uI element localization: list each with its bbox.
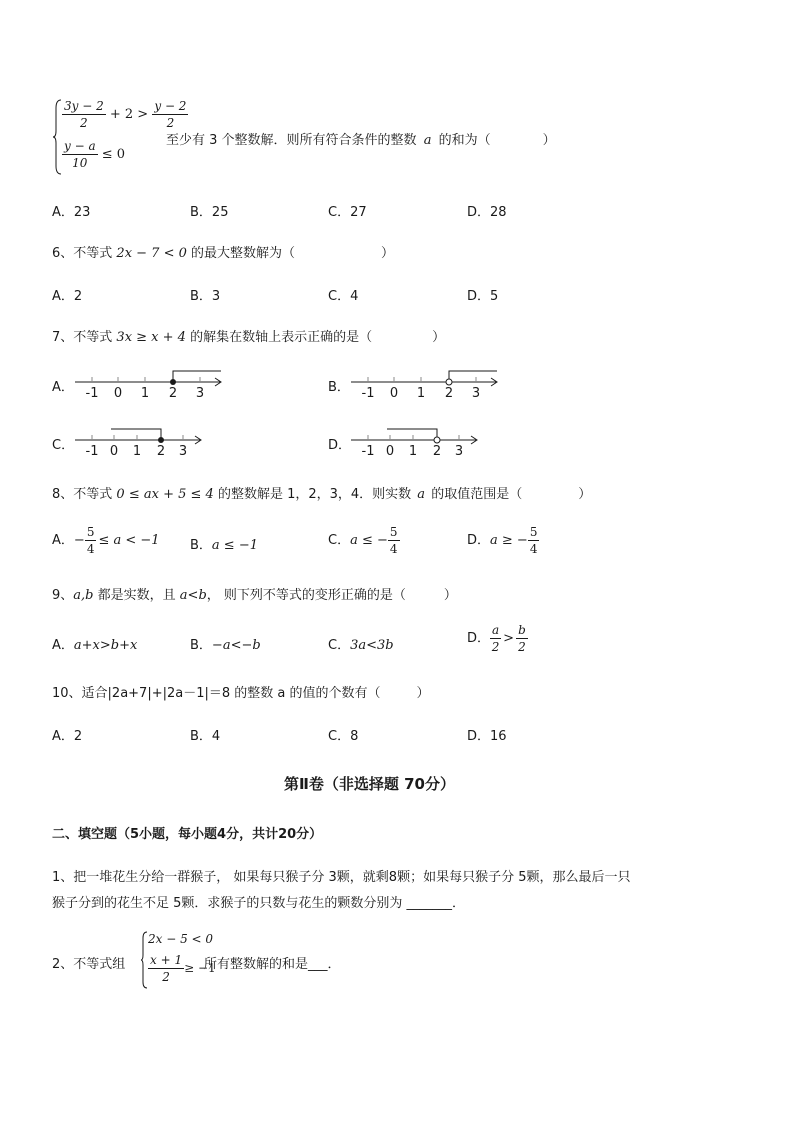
q7-option-d-letter[interactable]: D． [328, 438, 352, 453]
fill-2-ineq-1: 2x − 5 < 0 [148, 932, 214, 946]
q5-brace-icon [52, 98, 62, 176]
q10-option-d[interactable]: D．16 [467, 729, 507, 744]
q5-ineq1-den-right: 2 [166, 116, 175, 130]
q5-ineq2-den: 10 [72, 156, 88, 170]
q7-a-tick-label: 2 [168, 386, 178, 401]
section-2-subtitle: 二、填空题（5小题，每小题4分，共计20分） [52, 827, 323, 842]
q10-option-b[interactable]: B．4 [190, 729, 221, 744]
q7-d-tick-label: 0 [385, 444, 395, 459]
q7-a-filled-dot [170, 379, 176, 385]
q9-question: 9、a,b 都是实数，且 a<b， 则下列不等式的变形正确的是（ ） [52, 588, 457, 603]
q6-question: 6、不等式 2x − 7 < 0 的最大整数解为（ ） [52, 246, 395, 261]
q7-option-a-letter[interactable]: A． [52, 380, 74, 395]
q9-option-a[interactable]: A．a+x>b+x [52, 638, 138, 653]
q5-option-b[interactable]: B．25 [190, 205, 229, 220]
q7-a-tick-label: 1 [140, 386, 150, 401]
q6-option-b[interactable]: B．3 [190, 289, 221, 304]
q8-option-c[interactable]: C．a ≤ − $\frac{5}{4}$ [328, 525, 398, 556]
q7-c-filled-dot [158, 437, 164, 443]
q8-option-a[interactable]: A．− $\frac{5}{4}$ ≤ a < −1 [52, 525, 160, 556]
q7-b-tick-label: -1 [361, 386, 375, 401]
fill-2-ineq-2: $\frac{x + 1}{2}$ ≥ −1 [150, 953, 216, 984]
q10-option-c[interactable]: C．8 [328, 729, 359, 744]
q7-b-tick-label: 2 [444, 386, 454, 401]
q10-option-a[interactable]: A．2 [52, 729, 83, 744]
q10-question: 10、适合|2a+7|+|2a－1|＝8 的整数 a 的值的个数有（ ） [52, 686, 430, 701]
q7-question: 7、不等式 3x ≥ x + 4 的解集在数轴上表示正确的是（ ） [52, 330, 446, 345]
q5-ineq2-rel: ≤ 0 [101, 147, 126, 162]
q7-option-a-number-line[interactable] [75, 366, 225, 402]
q7-option-c-letter[interactable]: C． [52, 438, 75, 453]
q9-option-b[interactable]: B．−a<−b [190, 638, 261, 653]
q5-ineq1-num-right: y − 2 [154, 99, 187, 113]
q8-expression: 0 ≤ ax + 5 ≤ 4 [116, 487, 214, 502]
q7-a-tick-label: -1 [85, 386, 99, 401]
q5-inequality-system [52, 98, 187, 176]
q7-c-tick-label: 0 [109, 444, 119, 459]
q7-d-tick-label: 1 [408, 444, 418, 459]
q8-question: 8、不等式 0 ≤ ax + 5 ≤ 4 的整数解是 1，2，3，4．则实数 a 的取值范围是（ ） [52, 487, 592, 502]
q6-option-d[interactable]: D．5 [467, 289, 499, 304]
q8-option-d[interactable]: D．a ≥ − $\frac{5}{4}$ [467, 525, 538, 556]
q6-expression: 2x − 7 < 0 [116, 246, 187, 261]
q7-expression: 3x ≥ x + 4 [116, 330, 186, 345]
fill-2-prefix: 2、不等式组 [52, 957, 126, 972]
q7-c-tick-label: 3 [178, 444, 188, 459]
fill-1-line-1: 1、把一堆花生分给一群猴子， 如果每只猴子分 3颗，就剩8颗；如果每只猴子分 5颗，那么最后一只 [52, 870, 631, 885]
q7-c-tick-label: 1 [132, 444, 142, 459]
q7-c-tick-label: 2 [156, 444, 166, 459]
q6-option-a[interactable]: A．2 [52, 289, 83, 304]
fill-2-suffix: 所有整数解的和是___． [204, 957, 341, 972]
q7-option-b-number-line[interactable] [351, 366, 501, 402]
q7-b-tick-label: 1 [416, 386, 426, 401]
q7-d-tick-label: 3 [454, 444, 464, 459]
q7-option-d-number-line[interactable] [351, 424, 481, 460]
q9-option-c[interactable]: C．3a<3b [328, 638, 394, 653]
q7-option-c-number-line[interactable] [75, 424, 205, 460]
q7-a-tick-label: 0 [113, 386, 123, 401]
q5-option-a[interactable]: A．23 [52, 205, 91, 220]
section-2-title: 第Ⅱ卷（非选择题 70分） [284, 775, 455, 793]
q8-option-b[interactable]: B．a ≤ −1 [190, 538, 258, 553]
q7-a-tick-label: 3 [195, 386, 205, 401]
q7-option-b-letter[interactable]: B． [328, 380, 350, 395]
q5-ineq-2 [62, 140, 125, 169]
fill-1-line-2: 猴子分到的花生不足 5颗．求猴子的只数与花生的颗数分别为 _______． [52, 896, 466, 911]
q5-ineq2-num: y − a [64, 139, 96, 153]
q7-b-tick-label: 3 [471, 386, 481, 401]
fill-2-inequality-system [140, 930, 216, 990]
q7-d-tick-label: -1 [361, 444, 375, 459]
q7-d-tick-label: 2 [432, 444, 442, 459]
q5-ineq1-mid: + 2 > [109, 107, 149, 122]
q5-option-c[interactable]: C．27 [328, 205, 367, 220]
q7-c-tick-label: -1 [85, 444, 99, 459]
q7-b-tick-label: 0 [389, 386, 399, 401]
q7-b-hollow-dot [446, 379, 452, 385]
q7-d-hollow-dot [434, 437, 440, 443]
q5-ineq-1 [62, 100, 188, 129]
q5-ineq1-den-left: 2 [80, 116, 88, 130]
fill-2-brace-icon [140, 930, 148, 990]
q5-ineq1-num-left: 3y − 2 [64, 99, 104, 113]
q5-option-d[interactable]: D．28 [467, 205, 507, 220]
q9-option-d[interactable]: D． $\frac{a}{2}$ > $\frac{b}{2}$ [467, 623, 526, 654]
q5-question-text: 至少有 3 个整数解．则所有符合条件的整数 a 的和为（ ） [166, 133, 556, 148]
q6-option-c[interactable]: C．4 [328, 289, 359, 304]
